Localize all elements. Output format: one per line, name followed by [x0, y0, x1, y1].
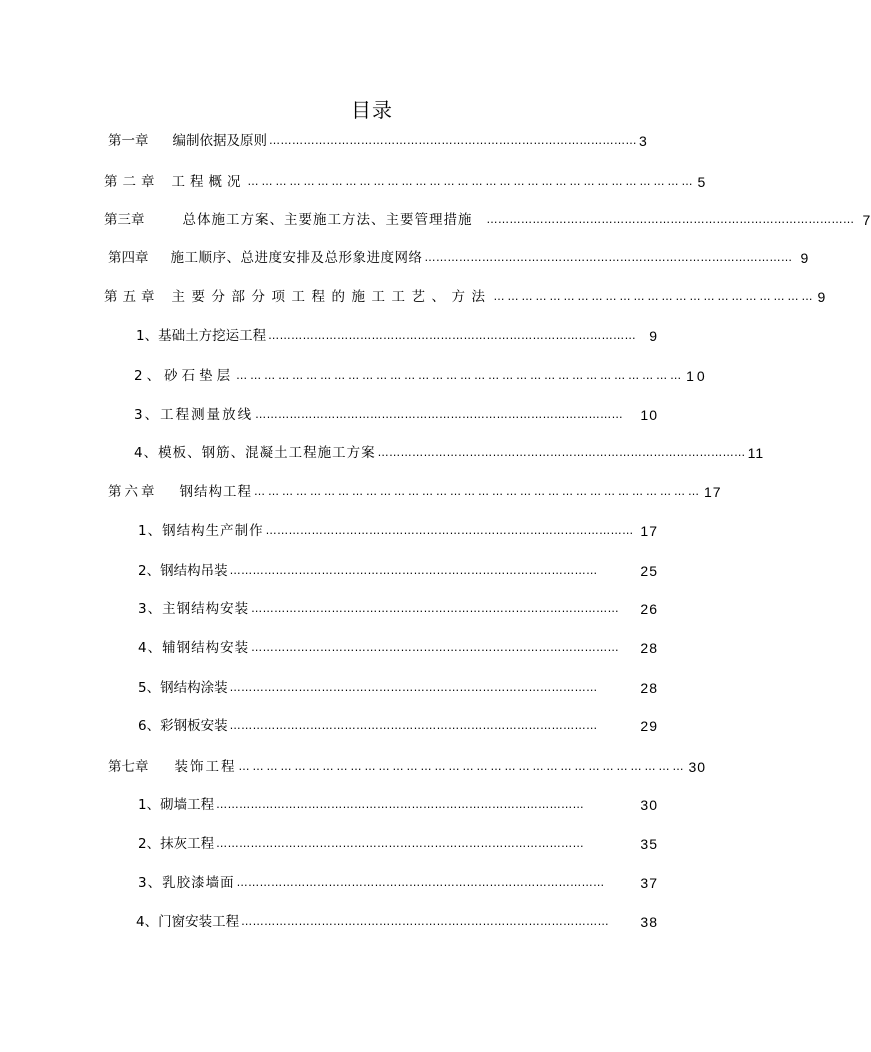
dot-leader: …………………………………………………………………………………… [424, 251, 793, 264]
dot-leader: …………………………………………………………………………………… [229, 681, 598, 694]
page-number: 9 [649, 328, 658, 344]
dot-leader: …………………………………………………………………………………… [377, 446, 746, 459]
entry-text: 编制依据及原则 [172, 133, 267, 149]
page-number: 10 [640, 407, 658, 423]
entry-text: 主要分部分项工程的施工工艺、方法 [171, 289, 492, 305]
page-number: 9 [817, 289, 827, 305]
toc-entry-section-6-3[interactable] [138, 599, 658, 619]
dot-leader: …………………………………………………………………………………… [241, 915, 610, 928]
page-number: 30 [688, 759, 707, 775]
toc-entry-section-7-3[interactable] [138, 873, 658, 893]
entry-text: 1、砌墙工程 [138, 797, 215, 813]
dot-leader: …………………………………………………………………………………… [229, 564, 598, 577]
toc-entry-section-5-2[interactable] [134, 366, 708, 386]
entry-text: 钢结构工程 [179, 484, 252, 500]
toc-entry-chapter-6[interactable] [108, 482, 722, 502]
chapter-label: 第六章 [108, 484, 158, 500]
page-number: 7 [862, 212, 871, 228]
entry-text: 4、模板、钢筋、混凝土工程施工方案 [134, 445, 376, 461]
toc-entry-chapter-5[interactable] [104, 287, 827, 307]
page-number: 25 [640, 563, 658, 579]
entry-text: 工程概况 [171, 174, 246, 190]
dot-leader: …………………………………………………………………………………… [236, 876, 605, 889]
page-number: 9 [800, 250, 810, 266]
page-number: 37 [640, 875, 658, 891]
page-number: 17 [704, 484, 722, 500]
dot-leader: …………………………………………………………………………………… [216, 837, 585, 850]
entry-text: 3、乳胶漆墙面 [138, 875, 235, 891]
entry-text: 4、辅钢结构安装 [138, 640, 250, 656]
chapter-label: 第三章 [104, 212, 145, 228]
toc-entry-section-5-1[interactable] [136, 326, 658, 346]
entry-text: 6、彩钢板安装 [138, 718, 228, 734]
entry-text: 装饰工程 [174, 759, 237, 775]
entry-text: 施工顺序、总进度安排及总形象进度网络 [170, 250, 423, 266]
toc-entry-section-5-3[interactable] [134, 405, 658, 425]
toc-entry-section-6-5[interactable] [138, 678, 658, 698]
page-number: 3 [639, 133, 648, 149]
dot-leader: …………………………………………………………………………………… [216, 798, 585, 811]
dot-leader: …………………………………………………………………………………… [265, 524, 634, 537]
entry-text: 5、钢结构涂装 [138, 680, 228, 696]
entry-text: 总体施工方案、主要施工方法、主要管理措施 [182, 212, 473, 228]
page-number: 11 [747, 445, 765, 461]
chapter-label: 第二章 [104, 174, 160, 190]
chapter-label: 第七章 [108, 759, 149, 775]
entry-text: 3、工程测量放线 [134, 407, 254, 423]
dot-leader: …………………………………………………………………………………… [269, 134, 637, 147]
chapter-label: 第四章 [108, 250, 149, 266]
dot-leader: …………………………………………………………… [493, 290, 816, 303]
dot-leader: …………………………………………………………………………………… [238, 760, 687, 773]
toc-entry-section-6-1[interactable] [138, 521, 658, 541]
dot-leader: …………………………………………………………………………………… [486, 213, 855, 226]
toc-entry-section-7-1[interactable] [138, 795, 658, 815]
dot-leader: …………………………………………………………………………………… [254, 485, 702, 498]
page-number: 17 [640, 523, 658, 539]
toc-entry-section-7-2[interactable] [138, 834, 658, 854]
entry-text: 1、基础土方挖运工程 [136, 328, 267, 344]
toc-entry-section-7-4[interactable] [136, 912, 658, 932]
toc-entry-section-5-4[interactable] [134, 443, 765, 463]
toc-entry-chapter-4[interactable] [108, 248, 810, 268]
dot-leader: …………………………………………………………………………………… [251, 641, 620, 654]
page-number: 26 [640, 601, 658, 617]
page-number: 10 [686, 368, 708, 384]
page-number: 28 [640, 640, 658, 656]
page-number: 35 [640, 836, 658, 852]
page-number: 28 [640, 680, 658, 696]
dot-leader: …………………………………………………………………………………… [268, 329, 637, 342]
toc-entry-chapter-7[interactable] [108, 757, 707, 777]
toc-title: 目录 [351, 98, 393, 122]
toc-entry-chapter-1[interactable] [108, 131, 648, 151]
entry-text: 2、钢结构吊装 [138, 563, 228, 579]
dot-leader: …………………………………………………………………………………… [251, 602, 620, 615]
page-number: 5 [697, 174, 707, 190]
entry-text: 3、主钢结构安装 [138, 601, 250, 617]
page-number: 38 [640, 914, 658, 930]
entry-text: 2、抹灰工程 [138, 836, 215, 852]
entry-text: 4、门窗安装工程 [136, 914, 240, 930]
dot-leader: …………………………………………………………………………………… [229, 719, 598, 732]
toc-entry-chapter-2[interactable] [104, 172, 707, 192]
chapter-label: 第一章 [108, 133, 149, 149]
page-number: 29 [640, 718, 658, 734]
chapter-label: 第五章 [104, 289, 160, 305]
entry-text: 2、砂石垫层 [134, 368, 235, 384]
dot-leader: …………………………………………………………………………………… [236, 369, 685, 382]
dot-leader: …………………………………………………………………………………… [255, 408, 624, 421]
page-number: 30 [640, 797, 658, 813]
toc-entry-section-6-6[interactable] [138, 716, 658, 736]
entry-text: 1、钢结构生产制作 [138, 523, 264, 539]
toc-entry-section-6-4[interactable] [138, 638, 658, 658]
dot-leader: …………………………………………………………………………………… [247, 175, 696, 188]
toc-entry-chapter-3[interactable] [104, 210, 871, 230]
toc-entry-section-6-2[interactable] [138, 561, 658, 581]
